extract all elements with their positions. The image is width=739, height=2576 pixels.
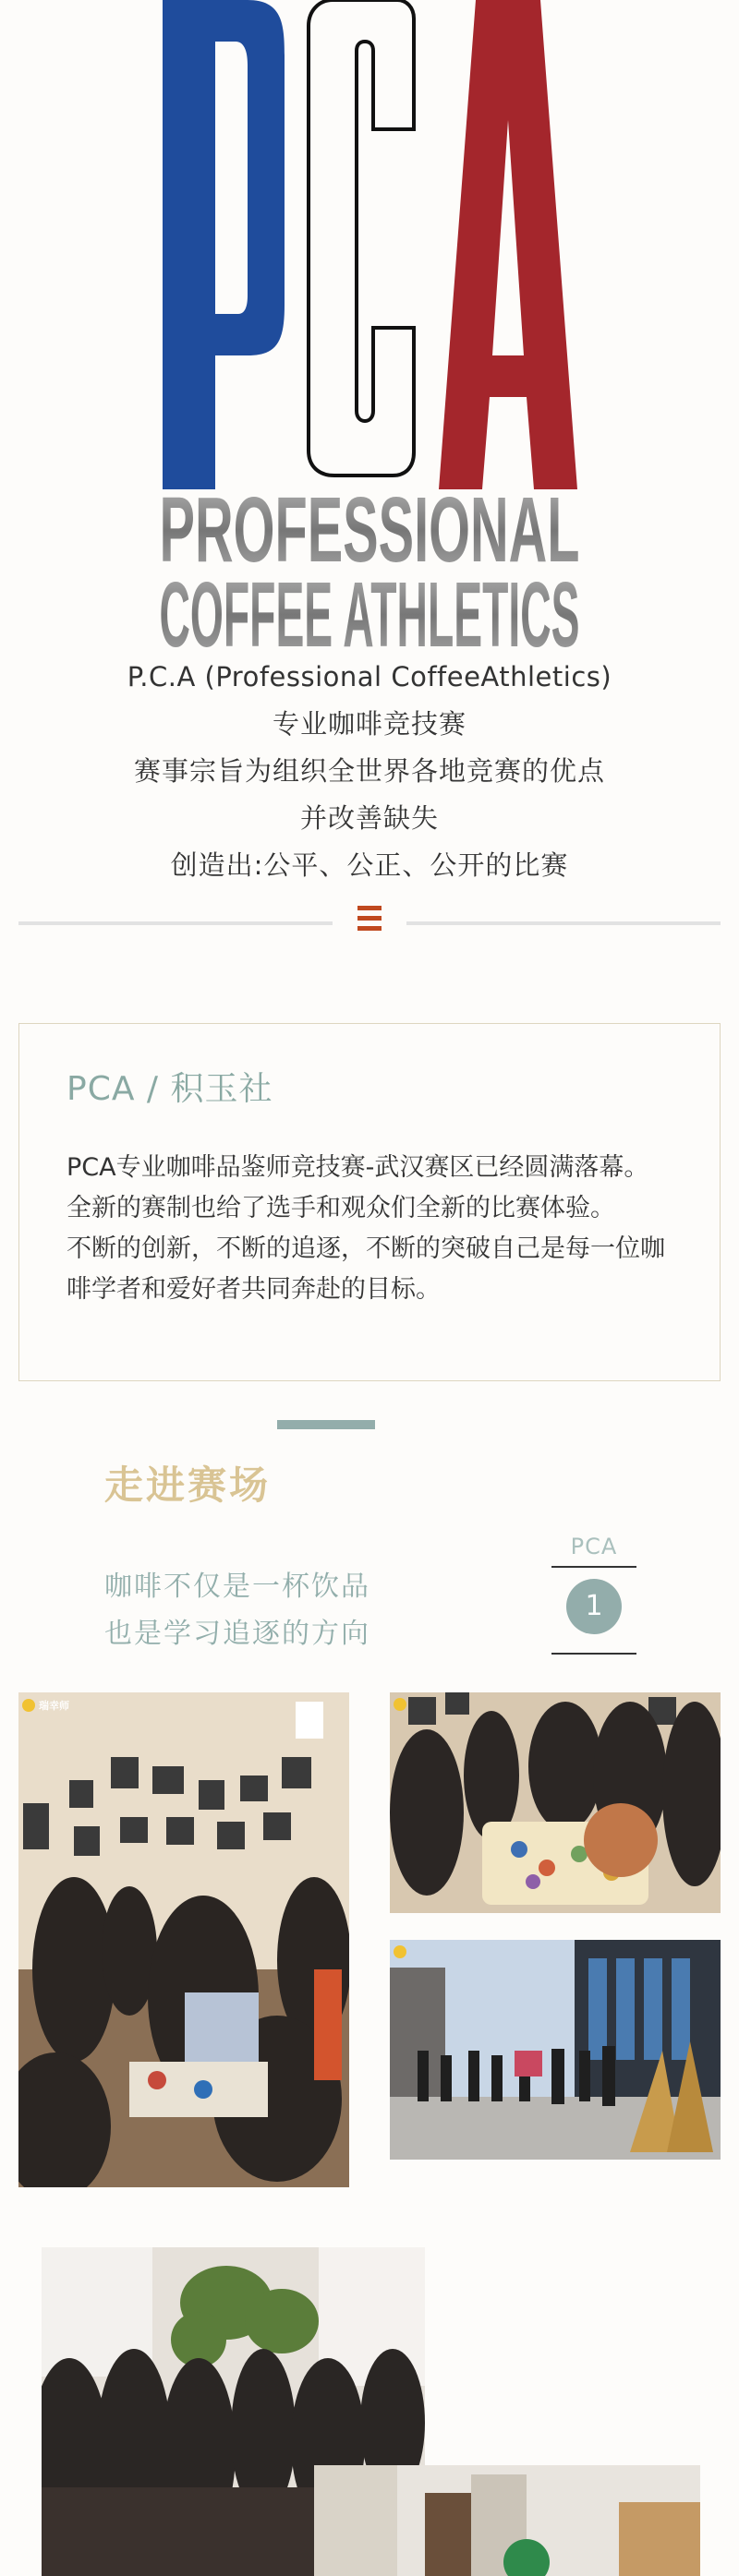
event-photo-cafe-counter xyxy=(314,2465,700,2576)
card-body xyxy=(67,1148,685,1310)
menu-icon xyxy=(357,906,382,933)
divider-line-right xyxy=(406,921,721,925)
card-paragraph: PCA专业咖啡品鉴师竞技赛-武汉赛区已经圆满落幕。 xyxy=(67,1153,649,1182)
divider-line-left xyxy=(18,921,333,925)
logo-wordmark xyxy=(0,480,739,656)
event-photo-outdoor-plaza xyxy=(390,1940,721,2160)
brand-logo-icon xyxy=(394,1945,406,1958)
brand-tag xyxy=(22,1698,69,1713)
brand-logo-icon xyxy=(394,1698,406,1711)
event-photo-gallery-wall xyxy=(18,1692,349,2187)
event-photo-tasting-table xyxy=(390,1692,721,1913)
intro-line: 创造出:公平、公正、公开的比赛 xyxy=(170,849,569,881)
logo-letter-a xyxy=(439,0,577,489)
intro-line: 赛事宗旨为组织全世界各地竞赛的优点 xyxy=(133,755,605,787)
logo-letter-p xyxy=(163,0,285,489)
pca-info-card xyxy=(18,1023,721,1381)
brand-tag xyxy=(394,1698,406,1711)
logo-letter-c xyxy=(309,0,414,475)
brand-logo-icon xyxy=(22,1699,35,1712)
logo-line-professional: PROFESSIONAL xyxy=(159,480,580,582)
pca-letters-graphic xyxy=(0,0,739,489)
section-subtitle-line: 也是学习追逐的方向 xyxy=(104,1618,370,1650)
badge-rule-bottom xyxy=(551,1653,636,1655)
badge-label: PCA xyxy=(570,1534,618,1559)
brand-tag-label: 瑞幸师 xyxy=(39,1700,69,1712)
brand-tag xyxy=(394,1945,406,1958)
intro-text xyxy=(0,654,739,889)
section-number-badge xyxy=(551,1527,636,1655)
intro-line: 并改善缺失 xyxy=(299,802,439,834)
badge-rule-top xyxy=(551,1566,636,1568)
section-subtitle-line: 咖啡不仅是一杯饮品 xyxy=(104,1571,370,1603)
intro-line: P.C.A (Professional CoffeeAthletics) xyxy=(127,661,612,692)
logo-line-coffee-athletics: COFFEE ATHLETICS xyxy=(159,563,580,656)
badge-number: 1 xyxy=(566,1579,622,1634)
intro-line: 专业咖啡竞技赛 xyxy=(272,708,466,740)
section-divider xyxy=(18,921,721,925)
section-title: 走进赛场 xyxy=(104,1463,272,1508)
section-subtitle xyxy=(104,1563,370,1657)
card-paragraph: 全新的赛制也给了选手和观众们全新的比赛体验。 xyxy=(67,1194,615,1222)
card-title: PCA / 积玉社 xyxy=(67,1070,273,1108)
section-accent-bar xyxy=(277,1420,375,1429)
card-paragraph: 不断的创新，不断的追逐，不断的突破自己是每一位咖啡学者和爱好者共同奔赴的目标。 xyxy=(67,1234,665,1304)
pca-logo xyxy=(0,0,739,660)
